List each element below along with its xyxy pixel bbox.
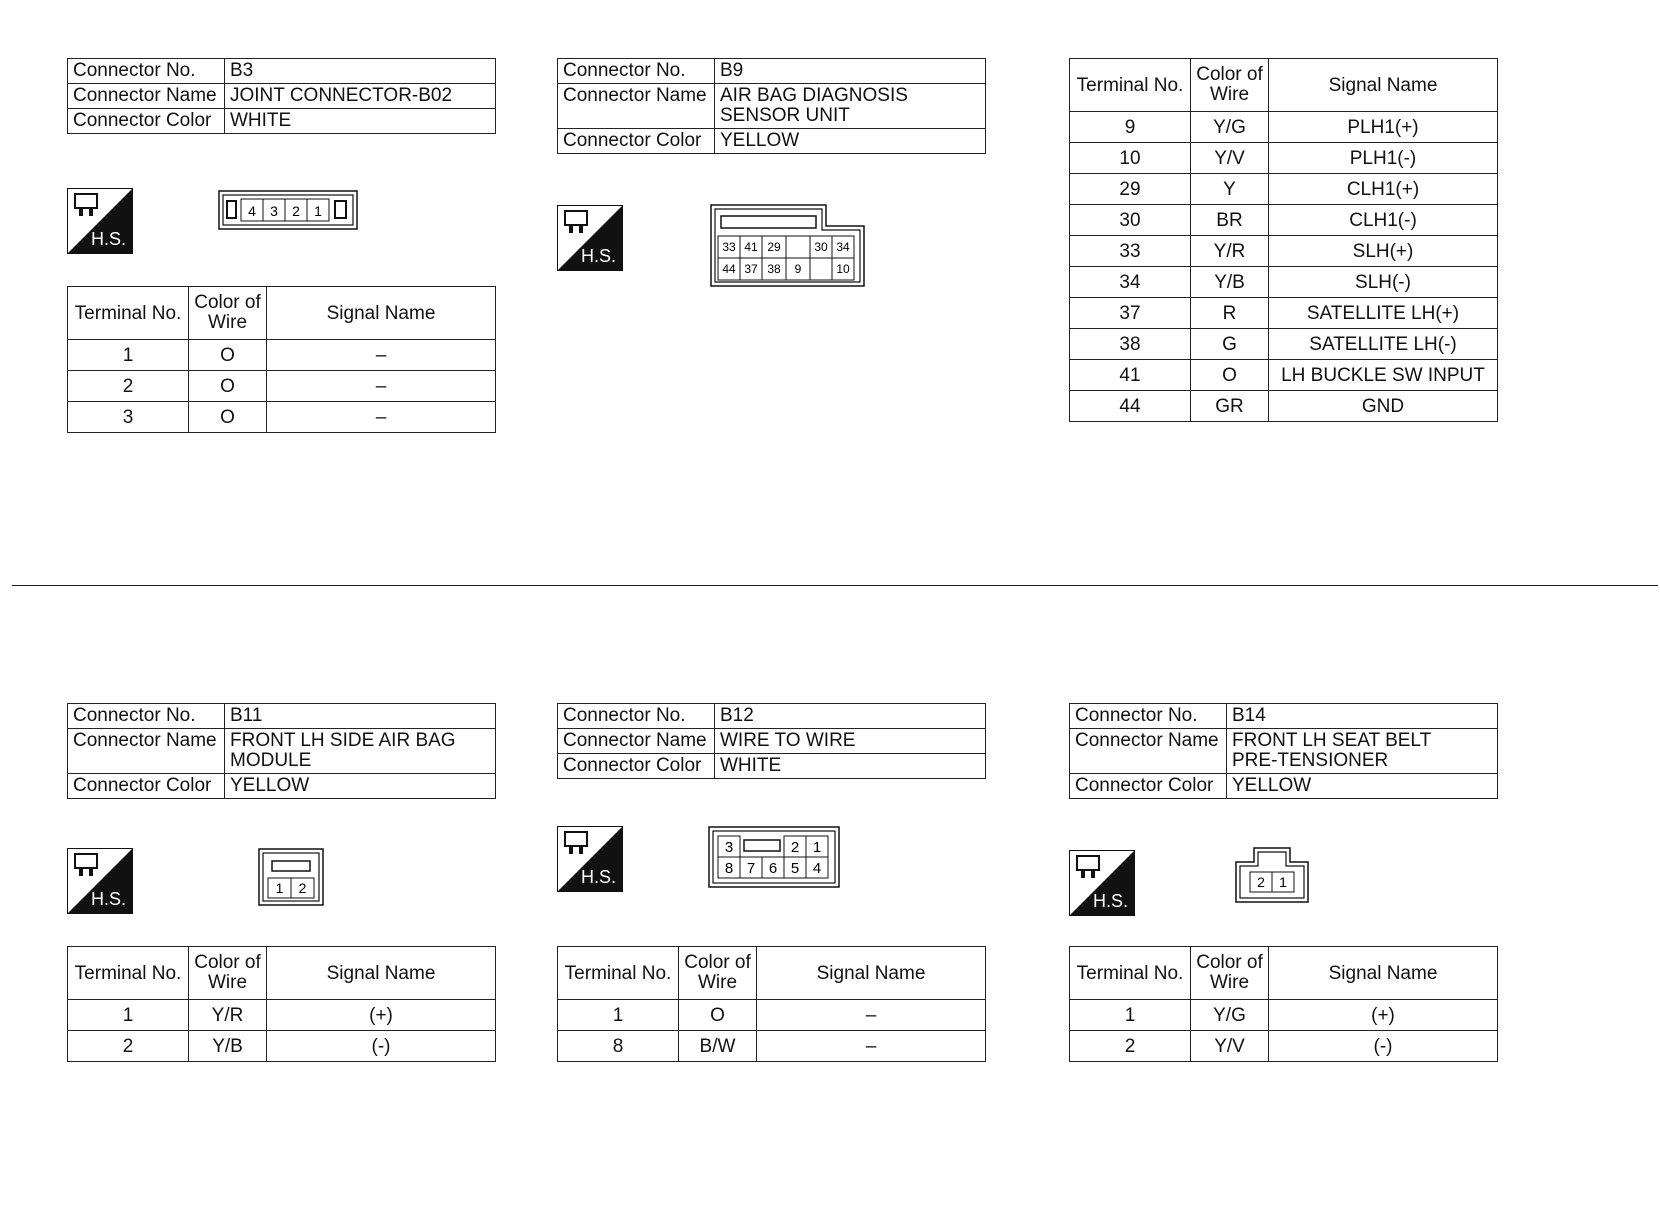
- signal-name: –: [757, 1000, 986, 1031]
- pin-label: 44: [722, 262, 736, 276]
- signal-name-header: Signal Name: [267, 947, 496, 1000]
- pin-label: 1: [314, 203, 322, 219]
- color-of-wire-header: Color of Wire: [679, 947, 757, 1000]
- table-row: [1070, 112, 1498, 143]
- signal-name-header: Signal Name: [1269, 947, 1498, 1000]
- connector-name-label: Connector Name: [1070, 729, 1227, 774]
- terminal-no-header: Terminal No.: [558, 947, 679, 1000]
- pin-label: 4: [248, 203, 256, 219]
- wire-color: BR: [1191, 205, 1269, 236]
- signal-name: SLH(+): [1269, 236, 1498, 267]
- connector-name-label: Connector Name: [558, 729, 715, 754]
- connector-no-label: Connector No.: [68, 59, 225, 84]
- connector-no-value: B9: [715, 59, 986, 84]
- terminal-no: 34: [1070, 267, 1191, 298]
- hs-icon: [1069, 850, 1135, 916]
- pin-label: 3: [724, 839, 734, 856]
- table-row: [558, 1000, 986, 1031]
- wire-color: Y/G: [1191, 112, 1269, 143]
- color-of-wire-header: Color of Wire: [1191, 59, 1269, 112]
- wire-color: Y/R: [189, 1000, 267, 1031]
- terminal-no: 10: [1070, 143, 1191, 174]
- terminal-no-header: Terminal No.: [1070, 947, 1191, 1000]
- signal-name: LH BUCKLE SW INPUT: [1269, 360, 1498, 391]
- connector-info-b12: [557, 703, 986, 779]
- signal-name: PLH1(-): [1269, 143, 1498, 174]
- connector-no-label: Connector No.: [68, 704, 225, 729]
- wire-color: O: [189, 371, 267, 402]
- table-row: [68, 340, 496, 371]
- pin-label: 41: [744, 240, 758, 254]
- hs-icon: [557, 826, 623, 892]
- signal-name: SATELLITE LH(+): [1269, 298, 1498, 329]
- hs-label: H.S.: [581, 246, 617, 266]
- connector-name-label: Connector Name: [558, 84, 715, 129]
- signal-name-header: Signal Name: [267, 287, 496, 340]
- signal-name: (+): [267, 1000, 496, 1031]
- terminal-no: 1: [1070, 1000, 1191, 1031]
- wire-color: Y: [1191, 174, 1269, 205]
- connector-info-b14: [1069, 703, 1498, 799]
- terminal-no: 2: [1070, 1031, 1191, 1062]
- pin-label: 2: [298, 880, 307, 896]
- connector-color-value: WHITE: [225, 109, 496, 134]
- signal-name: (-): [1269, 1031, 1498, 1062]
- pin-label: 8: [724, 860, 734, 877]
- wire-color: B/W: [679, 1031, 757, 1062]
- table-row: [1070, 205, 1498, 236]
- signal-name: SATELLITE LH(-): [1269, 329, 1498, 360]
- connector-face-b12: [708, 826, 840, 888]
- pin-label: 33: [722, 240, 736, 254]
- terminal-table-b11: [67, 946, 496, 1062]
- terminal-no-header: Terminal No.: [68, 287, 189, 340]
- connector-color-label: Connector Color: [558, 754, 715, 779]
- wire-color: Y/B: [189, 1031, 267, 1062]
- hs-label: H.S.: [1093, 891, 1129, 911]
- connector-no-label: Connector No.: [1070, 704, 1227, 729]
- connector-color-label: Connector Color: [1070, 774, 1227, 799]
- pin-label: 4: [812, 860, 822, 877]
- connector-color-value: YELLOW: [225, 774, 496, 799]
- table-row: [1070, 391, 1498, 422]
- connector-name-value: JOINT CONNECTOR-B02: [225, 84, 496, 109]
- wire-color: Y/V: [1191, 1031, 1269, 1062]
- signal-name: CLH1(+): [1269, 174, 1498, 205]
- connector-info-b11: [67, 703, 496, 799]
- terminal-table-b12: [557, 946, 986, 1062]
- terminal-no: 3: [68, 402, 189, 433]
- connector-face-b11: [258, 848, 324, 906]
- hs-icon: [67, 848, 133, 914]
- terminal-no: 30: [1070, 205, 1191, 236]
- terminal-no: 29: [1070, 174, 1191, 205]
- hs-label: H.S.: [91, 229, 127, 249]
- terminal-no: 9: [1070, 112, 1191, 143]
- signal-name: SLH(-): [1269, 267, 1498, 298]
- wire-color: GR: [1191, 391, 1269, 422]
- table-row: [1070, 1000, 1498, 1031]
- table-row: [1070, 298, 1498, 329]
- hs-label: H.S.: [91, 889, 127, 909]
- signal-name: (-): [267, 1031, 496, 1062]
- table-row: [68, 1000, 496, 1031]
- signal-name: CLH1(-): [1269, 205, 1498, 236]
- pin-label: 37: [744, 262, 758, 276]
- connector-color-label: Connector Color: [68, 774, 225, 799]
- connector-name-label: Connector Name: [68, 729, 225, 774]
- connector-color-label: Connector Color: [68, 109, 225, 134]
- table-row: [1070, 329, 1498, 360]
- terminal-no: 33: [1070, 236, 1191, 267]
- connector-info-b9: [557, 58, 986, 154]
- terminal-table-b14: [1069, 946, 1498, 1062]
- signal-name: –: [757, 1031, 986, 1062]
- connector-no-label: Connector No.: [558, 704, 715, 729]
- table-row: [1070, 360, 1498, 391]
- hs-icon: [557, 205, 623, 271]
- signal-name: GND: [1269, 391, 1498, 422]
- connector-no-value: B14: [1227, 704, 1498, 729]
- section-divider: [12, 585, 1658, 586]
- terminal-no: 1: [68, 1000, 189, 1031]
- connector-name-value: FRONT LH SEAT BELT PRE-TENSIONER: [1227, 729, 1498, 774]
- connector-no-value: B12: [715, 704, 986, 729]
- wire-color: R: [1191, 298, 1269, 329]
- connector-name-value: AIR BAG DIAGNOSIS SENSOR UNIT: [715, 84, 986, 129]
- color-of-wire-header: Color of Wire: [1191, 947, 1269, 1000]
- signal-name-header: Signal Name: [757, 947, 986, 1000]
- terminal-no: 41: [1070, 360, 1191, 391]
- wire-color: Y/R: [1191, 236, 1269, 267]
- connector-color-label: Connector Color: [558, 129, 715, 154]
- connector-color-value: YELLOW: [1227, 774, 1498, 799]
- pin-label: 1: [275, 880, 284, 896]
- table-row: [1070, 174, 1498, 205]
- table-row: [1070, 143, 1498, 174]
- table-row: [1070, 236, 1498, 267]
- pin-label: 2: [1257, 874, 1265, 890]
- wire-color: O: [189, 340, 267, 371]
- wire-color: O: [1191, 360, 1269, 391]
- terminal-no: 38: [1070, 329, 1191, 360]
- terminal-table-b9: [1069, 58, 1498, 422]
- terminal-no: 44: [1070, 391, 1191, 422]
- table-row: [558, 1031, 986, 1062]
- signal-name: (+): [1269, 1000, 1498, 1031]
- connector-no-label: Connector No.: [558, 59, 715, 84]
- table-row: [68, 402, 496, 433]
- pin-label: 5: [790, 860, 800, 877]
- terminal-no-header: Terminal No.: [1070, 59, 1191, 112]
- hs-icon: [67, 188, 133, 254]
- signal-name: –: [267, 402, 496, 433]
- connector-face-b14: [1234, 846, 1310, 904]
- wire-color: Y/G: [1191, 1000, 1269, 1031]
- terminal-no: 2: [68, 371, 189, 402]
- table-row: [68, 1031, 496, 1062]
- connector-no-value: B11: [225, 704, 496, 729]
- pin-label: 34: [836, 240, 850, 254]
- pin-label: 29: [767, 240, 781, 254]
- connector-face-b3: [218, 190, 358, 230]
- pin-label: 1: [812, 839, 822, 856]
- pin-label: 7: [746, 860, 756, 877]
- table-row: [1070, 1031, 1498, 1062]
- terminal-no-header: Terminal No.: [68, 947, 189, 1000]
- pin-label: 2: [790, 839, 800, 856]
- color-of-wire-header: Color of Wire: [189, 947, 267, 1000]
- connector-face-b9: [710, 204, 866, 288]
- pin-label: 6: [768, 860, 778, 877]
- signal-name: PLH1(+): [1269, 112, 1498, 143]
- table-row: [1070, 267, 1498, 298]
- signal-name-header: Signal Name: [1269, 59, 1498, 112]
- pin-label: 9: [794, 262, 802, 276]
- wire-color: O: [189, 402, 267, 433]
- signal-name: –: [267, 371, 496, 402]
- connector-name-value: FRONT LH SIDE AIR BAG MODULE: [225, 729, 496, 774]
- pin-label: 3: [270, 203, 278, 219]
- terminal-table-b3: [67, 286, 496, 433]
- wire-color: O: [679, 1000, 757, 1031]
- connector-name-value: WIRE TO WIRE: [715, 729, 986, 754]
- pin-label: 2: [292, 203, 300, 219]
- color-of-wire-header: Color of Wire: [189, 287, 267, 340]
- pin-label: 38: [767, 262, 781, 276]
- connector-info-b3: [67, 58, 496, 134]
- terminal-no: 2: [68, 1031, 189, 1062]
- table-row: [68, 371, 496, 402]
- connector-name-label: Connector Name: [68, 84, 225, 109]
- wire-color: Y/V: [1191, 143, 1269, 174]
- signal-name: –: [267, 340, 496, 371]
- pin-label: 30: [814, 240, 828, 254]
- connector-no-value: B3: [225, 59, 496, 84]
- wire-color: G: [1191, 329, 1269, 360]
- terminal-no: 1: [558, 1000, 679, 1031]
- pin-label: 1: [1279, 874, 1287, 890]
- wire-color: Y/B: [1191, 267, 1269, 298]
- connector-color-value: YELLOW: [715, 129, 986, 154]
- terminal-no: 8: [558, 1031, 679, 1062]
- terminal-no: 1: [68, 340, 189, 371]
- terminal-no: 37: [1070, 298, 1191, 329]
- connector-color-value: WHITE: [715, 754, 986, 779]
- hs-label: H.S.: [581, 867, 617, 887]
- pin-label: 10: [836, 262, 850, 276]
